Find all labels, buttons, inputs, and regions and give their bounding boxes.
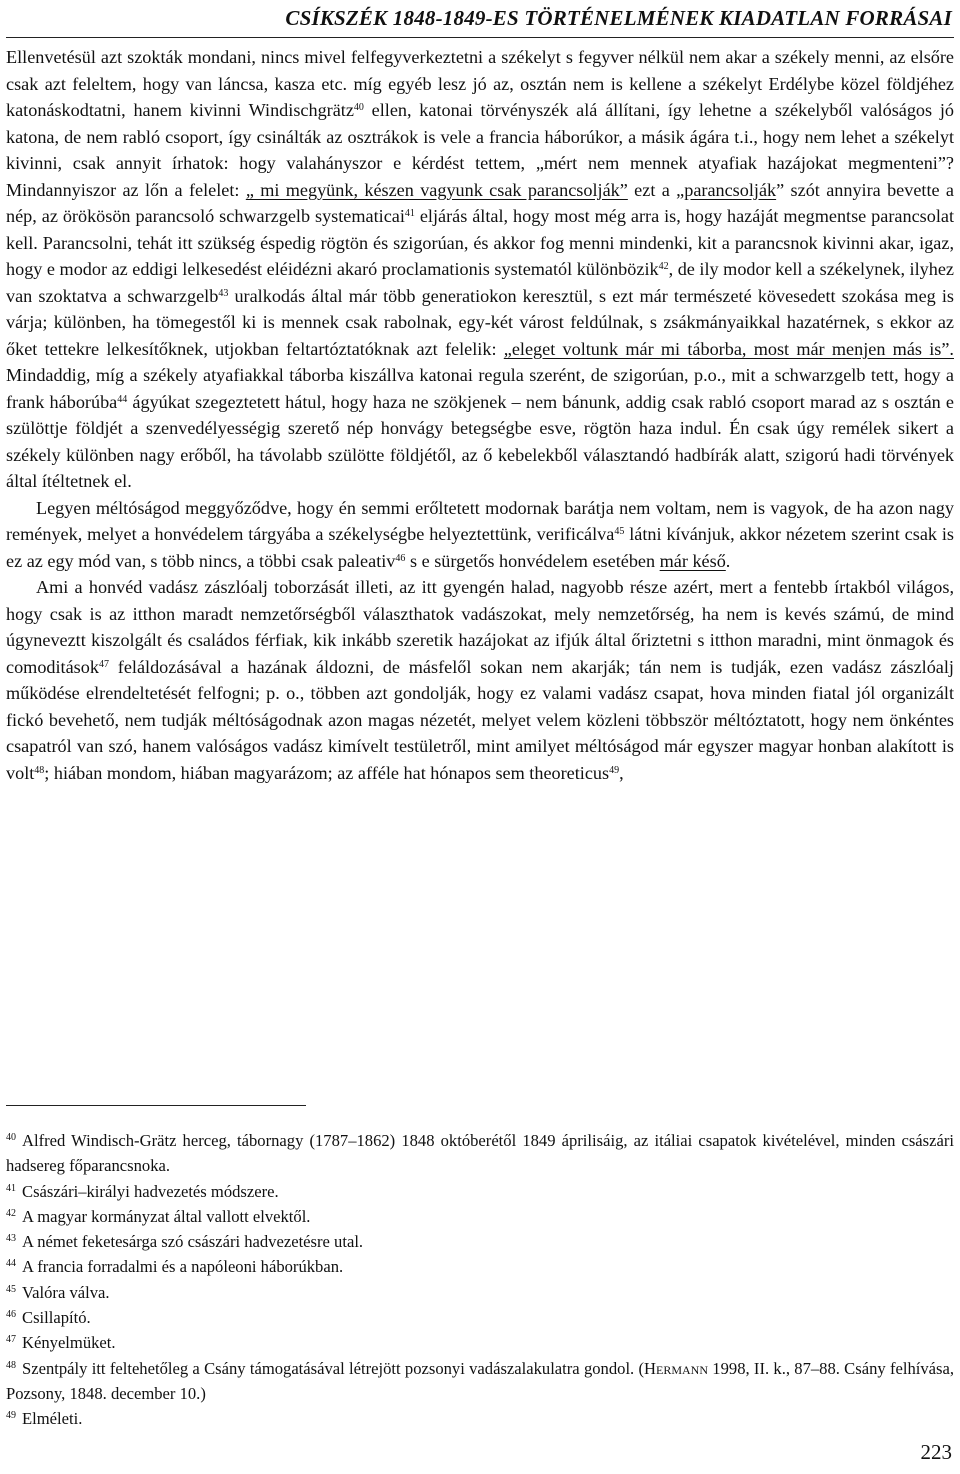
footnote-text: Csillapító. [22,1308,91,1328]
footnote-number: 46 [6,1309,16,1321]
footnote-number: 40 [6,1132,16,1143]
text-run: feláldozásával a hazának áldozni, de másfelől sokan nem akarják; tán nem is tudják, ezen vadász zászlóalj működése elrendeltetését felfogni; p. o., többen azt gondolják, hogy ez valami vadász csapat, hova minden fiatal jól organizált fickó bevehető, nem tudják méltóságodnak azon magas nézetét, melyet velem közleni többször méltóztatott, hogy nem önkéntes csapatról van szó, hanem valóságos vadász kimívelt testületről, mint amilyet méltóságod már egyszer magyar honban alakított is volt [6,656,954,783]
running-header: CSÍKSZÉK 1848-1849-ES TÖRTÉNELMÉNEK KIADATLAN FORRÁSAI [285,6,952,30]
footnote-text: Valóra válva. [22,1282,110,1302]
footnote-number: 45 [6,1283,16,1295]
footnote-ref-49[interactable]: 49 [609,764,620,776]
footnote-43 [6,1229,954,1254]
footnote-45 [6,1280,954,1305]
footnote-44 [6,1254,954,1279]
footnote-text: A francia forradalmi és a napóleoni háborúkban. [22,1257,344,1277]
text-run: Legyen méltóságod meggyőződve, hogy én semmi erőltetett modornak barátja nem voltam, nem is vagyok, de ha azon nagy remények, melyet a honvédelem tárgyába a székelységbe helyeztettünk, verificálva [6,497,954,544]
footnote-text: Császári–királyi hadvezetés módszere. [22,1181,279,1201]
footnote-number: 44 [6,1258,16,1270]
text-run: s e sürgetős honvédelem esetében [405,550,660,571]
footnote-48 [6,1356,954,1407]
text-run: látni kívánjuk, akkor nézetem szerint csak is ez az egy mód van, s több nincs, a többi csak paleativ [6,524,954,571]
text-run: ; hiában mondom, hiában magyarázom; az afféle hat hónapos sem theoreticus [44,762,610,783]
text-run: Ellenvetésül azt szokták mondani, nincs mivel felfegyverkeztetni a székelyt s fegyver nélkül nem akar a székely menni, az elsőre csak azt feleltem, hogy van láncsa, kasza etc. míg egyéb lesz jó az, osztán nem is kellene a székelyt Erdélybe közel földjéhez katonáskodtatni, hanem kivinni Windischgrätz [6,47,954,120]
footnote-46 [6,1305,954,1330]
footnote-ref-46[interactable]: 46 [395,552,406,564]
text-run: , de ily modor kell a székelynek, ilyhez van szoktatva a schwarzgelb [6,259,954,306]
footnote-ref-43[interactable]: 43 [218,287,229,299]
footnote-ref-45[interactable]: 45 [614,526,625,537]
footnote-40 [6,1128,954,1179]
underlined-word: parancsolják [684,179,777,200]
text-run: Ami a honvéd vadász zászlóalj toborzását illeti, az itt gyengén halad, nagyobb része azért, mert a fentebb írtakból világos, hogy csak is az itthon maradt nemzetőrségből választhatok vadászokat, mely nemzetőrség, ha nem is kevés számú, de mind úgyneveztt kiszolgált és családos férfiak, kik inkább szeretik hazájokat az ifjúk által őriztetni s itthon maradni, mint önmagok és comoditások [6,577,954,677]
footnote-author: Hermann [644,1358,709,1378]
text-run: ezt a „ [627,179,685,200]
footnote-47 [6,1330,954,1355]
footnote-ref-40[interactable]: 40 [353,102,364,113]
footnote-text: Alfred Windisch-Grätz herceg, tábornagy (1787–1862) 1848 októberétől 1849 áprilisáig, az itáliai csapatok kivételével, minden császári hadsereg főparancsnoka. [6,1131,954,1176]
footnote-text: Elméleti. [22,1409,83,1429]
footnote-41 [6,1179,954,1204]
footnote-number: 43 [6,1233,16,1245]
footnote-text: A magyar kormányzat által vallott elvektől. [22,1206,311,1226]
footnote-ref-42[interactable]: 42 [658,261,669,272]
underlined-quote: „ mi megyünk, készen vagyunk csak parancsolják” [245,179,628,200]
body-text [6,44,954,786]
footnote-number: 41 [6,1182,16,1194]
footnote-ref-47[interactable]: 47 [98,658,109,670]
footnote-42 [6,1204,954,1229]
footnote-ref-48[interactable]: 48 [34,764,45,776]
footnotes [6,1128,954,1432]
header-rule [6,37,954,38]
footnote-number: 48 [6,1359,16,1371]
footnote-number: 49 [6,1410,16,1422]
text-run: ellen, katonai törvényszék alá állítani, így lehetne a székelyből valóságos jó katona, de nem rabló csoport, így csinálták az osztrákok is vele a francia háborúkor, a másik ágára t.i., hogy nem lehet a székelyt kivinni, csak annyit írhatok: hogy valahányszor e kérdést tettem, „mért nem mennek atyafiak hazájokat megmenteni”? Mindannyiszor az lőn a felelet: [6,100,954,200]
text-run: , [619,762,624,783]
footnote-ref-44[interactable]: 44 [117,393,128,405]
footnote-separator [6,1105,306,1106]
paragraph-3 [6,574,954,786]
footnote-number: 47 [6,1334,16,1346]
text-run: eljárás által, hogy most még arra is, hogy hazáját megmentse parancsolat kell. Parancsolni, tehát itt szükség éspedig rögtön és szigorúan, és akkor fog menni mindenki, kit a parancsnok kivinni akar, igaz, hogy e modor az eddigi lelkesedést eléidézni akaró proclamationis systematól különbözik [6,206,954,279]
text-run: ágyúkat szegeztetett hátul, hogy haza ne szökjenek – nem bánunk, addig csak rabló csoport marad az s osztán e szülöttje földjét a szenvedélyességig szerető nép honvágy betegségbe esve, rögtön haza indul. Én csak úgy remélek sikert a székely különben nagy erőből, ha távolabb szülötte földjétől, az ő kebelekből választandó hadbírák alatt, szigorú hadi törvények által ítéltetnek el. [6,391,954,491]
underlined-phrase: már késő [659,550,726,571]
footnote-text: Kényelmüket. [22,1333,116,1353]
footnote-number: 42 [6,1207,16,1219]
text-run: ” szót annyira bevette a nép, az örökösön parancsoló schwarzgelb systematicai [6,179,955,226]
page-number: 223 [920,1440,952,1464]
paragraph-2 [6,495,954,575]
footnote-text: A német feketesárga szó császári hadvezetésre utal. [22,1232,364,1252]
underlined-quote: „eleget voltunk már mi táborba, most már menjen más is”. [503,338,954,359]
text-run: uralkodás által már több generatiokon keresztül, s ezt már természeté kövesedett szokása meg is várja; különben, ha tömegestől ki is mennek csak rabolnak, egy-két várost feldúlnak, s zsákmányaikkal hazatérnek, s ekkor az őket tettekre lelkesítőknek, utjokban feltartóztatóknak azt felelik: [6,285,954,359]
text-run: . [725,550,731,571]
footnote-49 [6,1406,954,1431]
footnote-text: Szentpály itt feltehetőleg a Csány támogatásával létrejött pozsonyi vadászalakulatra gondol. ( [22,1358,645,1378]
text-run: Mindaddig, míg a székely atyafiakkal táborba kiszállva katonai regula szerént, de szigorúan, p.o., mit a schwarzgelb tett, hogy a frank háborúba [6,365,954,412]
paragraph-1 [6,44,954,495]
footnote-ref-41[interactable]: 41 [404,208,415,219]
footnote-text: 1998, II. k., 87–88. Csány felhívása, Pozsony, 1848. december 10.) [6,1358,954,1403]
